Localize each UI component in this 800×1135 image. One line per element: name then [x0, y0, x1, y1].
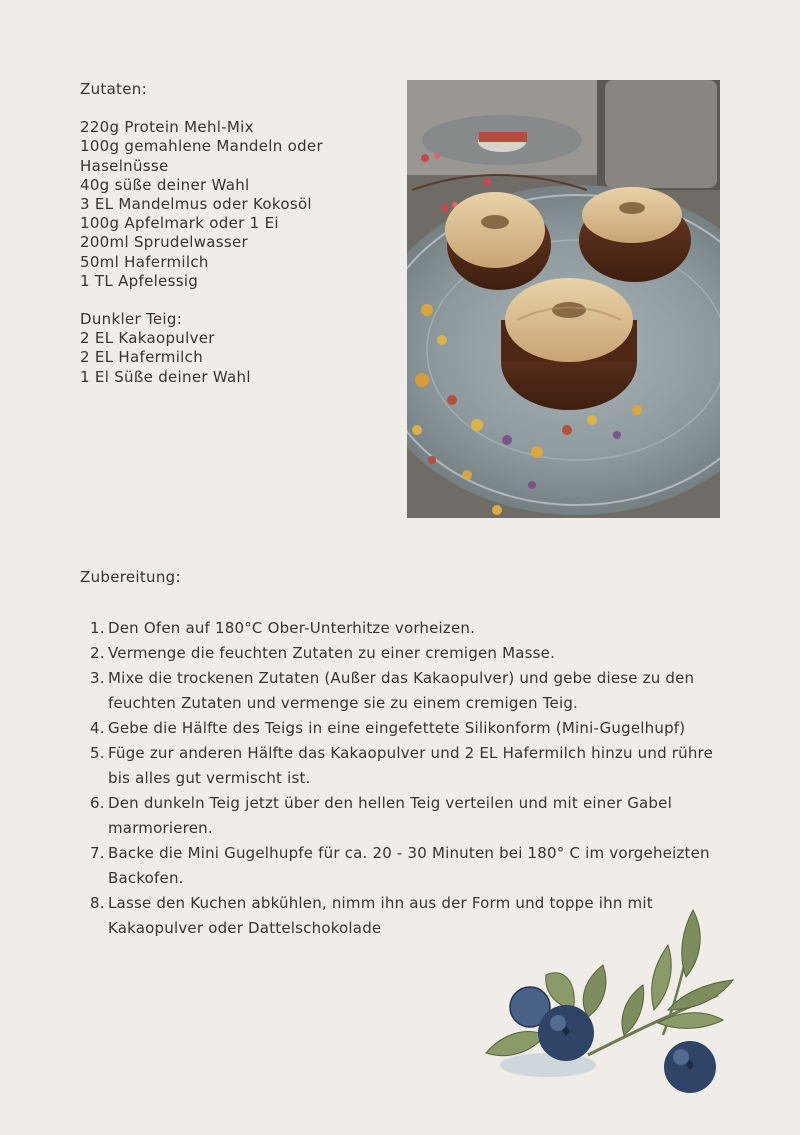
- step-number: 3.: [90, 669, 105, 687]
- step-number: 4.: [90, 719, 105, 737]
- step-item: [80, 841, 720, 891]
- ingredient-line: 40g süße deiner Wahl: [80, 175, 250, 194]
- step-text: Den Ofen auf 180°C Ober-Unterhitze vorheizen.: [108, 619, 476, 637]
- dark-ingredient-line: 1 El Süße deiner Wahl: [80, 367, 251, 386]
- step-number: 7.: [90, 844, 105, 862]
- step-text: Vermenge die feuchten Zutaten zu einer cremigen Masse.: [108, 644, 556, 662]
- ingredient-line: 220g Protein Mehl-Mix: [80, 118, 254, 137]
- step-text: Mixe die trockenen Zutaten (Außer das Kakaopulver) und gebe diese zu den feuchten Zutaten und vermenge sie zu einem cremigen Teig.: [108, 669, 695, 712]
- ingredients-section: [80, 80, 390, 387]
- ingredients-heading: Zutaten:: [80, 80, 147, 98]
- ingredient-line: 50ml Hafermilch: [80, 252, 209, 271]
- preparation-steps: [80, 616, 720, 941]
- step-item: [80, 741, 720, 791]
- step-number: 8.: [90, 894, 105, 912]
- ingredient-line: 3 EL Mandelmus oder Kokosöl: [80, 195, 312, 214]
- step-text: Den dunkeln Teig jetzt über den hellen Teig verteilen und mit einer Gabel marmorieren.: [108, 794, 672, 837]
- dark-ingredient-line: 2 EL Kakaopulver: [80, 329, 215, 348]
- blueberry-icon: [478, 905, 738, 1100]
- mini-gugelhupf-photo: [407, 80, 720, 518]
- ingredient-line: 200ml Sprudelwasser: [80, 233, 248, 252]
- ingredient-line: 1 TL Apfelessig: [80, 271, 199, 290]
- step-text: Backe die Mini Gugelhupfe für ca. 20 - 30 Minuten bei 180° C im vorgeheizten Backofen.: [108, 844, 710, 887]
- step-number: 2.: [90, 644, 105, 662]
- blueberry-illustration: [478, 905, 738, 1100]
- dark-ingredient-line: 2 EL Hafermilch: [80, 348, 203, 367]
- ingredient-line: 100g gemahlene Mandeln oder: [80, 137, 323, 156]
- step-text: Füge zur anderen Hälfte das Kakaopulver und 2 EL Hafermilch hinzu und rühre bis alles gut vermischt ist.: [108, 744, 714, 787]
- step-item: [80, 641, 720, 666]
- step-number: 1.: [90, 619, 105, 637]
- ingredient-line: 100g Apfelmark oder 1 Ei: [80, 214, 279, 233]
- ingredient-line: Haselnüsse: [80, 156, 169, 175]
- step-number: 5.: [90, 744, 105, 762]
- step-item: [80, 616, 720, 641]
- step-item: [80, 716, 720, 741]
- preparation-heading: Zubereitung:: [80, 568, 181, 586]
- step-number: 6.: [90, 794, 105, 812]
- step-text: Gebe die Hälfte des Teigs in eine eingefettete Silikonform (Mini-Gugelhupf): [108, 719, 686, 737]
- dark-dough-heading: Dunkler Teig:: [80, 310, 183, 329]
- step-item: [80, 666, 720, 716]
- step-item: [80, 791, 720, 841]
- step-text: Lasse den Kuchen abkühlen, nimm ihn aus der Form und toppe ihn mit Kakaopulver oder Dattelschokolade: [108, 894, 653, 937]
- photo-illustration: [407, 80, 720, 518]
